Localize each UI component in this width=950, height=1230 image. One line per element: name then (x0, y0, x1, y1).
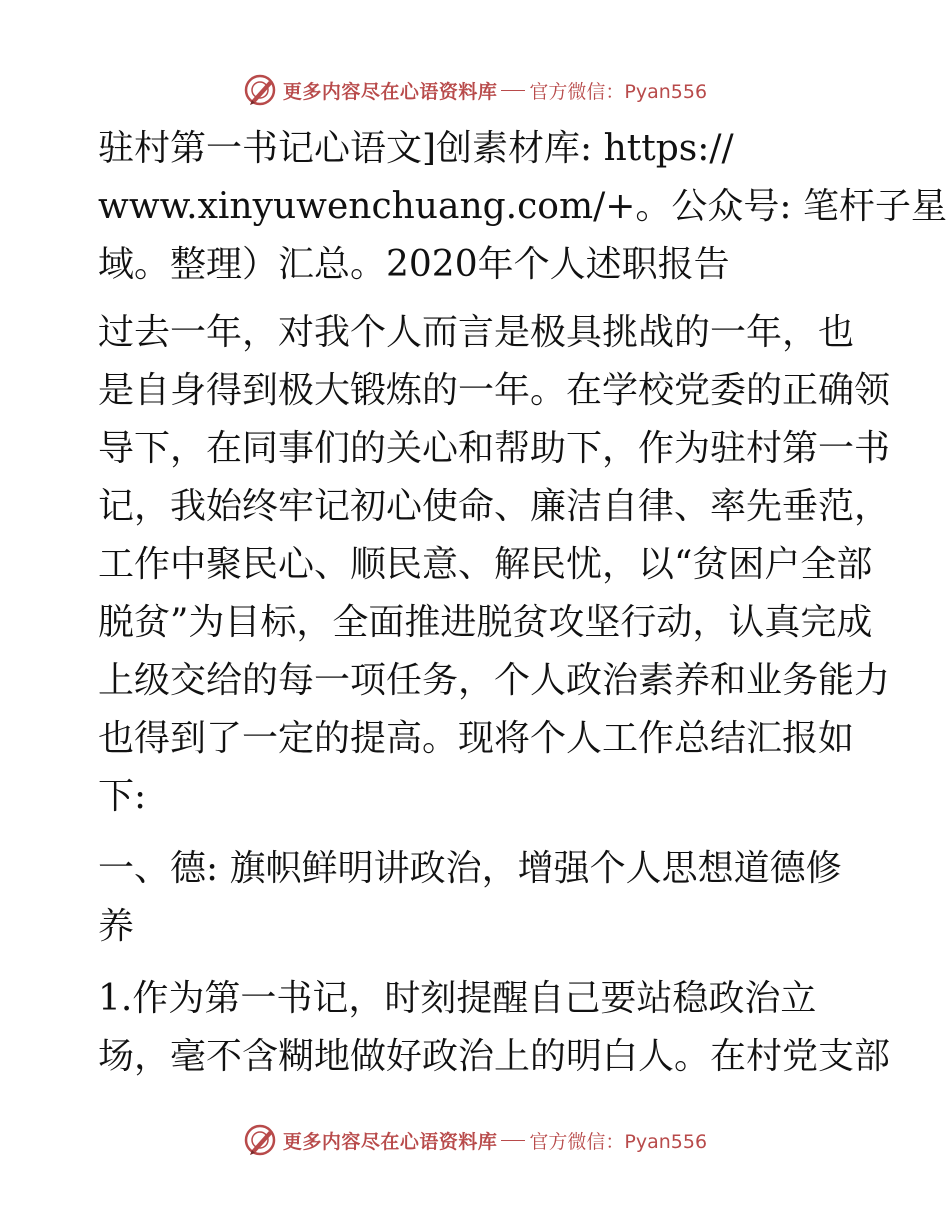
text-line: 域。整理）汇总。2020年个人述职报告 (98, 244, 730, 285)
text-line: 1.作为第一书记，时刻提醒自己要站稳政治立 (98, 978, 817, 1019)
pen-logo-icon (243, 1123, 277, 1157)
banner-contact-text: 官方微信：Pyan556 (529, 1130, 708, 1153)
banner-brand-text: 更多内容尽在心语资料库 (282, 1130, 498, 1153)
text-line: 上级交给的每一项任务，个人政治素养和业务能力 (98, 660, 891, 701)
banner-brand-text: 更多内容尽在心语资料库 (282, 80, 498, 103)
header-banner (0, 70, 950, 110)
banner-divider (501, 90, 525, 91)
text-line: www.xinyuwenchuang.com/+。公众号: 笔杆子星 (98, 186, 947, 227)
paragraph-title (98, 120, 947, 294)
text-line: 是自身得到极大锻炼的一年。在学校党委的正确领 (98, 370, 891, 411)
text-line: 养 (98, 906, 135, 947)
banner-contact-text: 官方微信：Pyan556 (529, 80, 708, 103)
text-line: 一、德: 旗帜鲜明讲政治，增强个人思想道德修 (98, 848, 842, 889)
document-body (98, 120, 947, 1100)
text-line: 脱贫”为目标，全面推进脱贫攻坚行动，认真完成 (98, 602, 873, 643)
footer-banner (0, 1120, 950, 1160)
text-line: 下: (98, 776, 147, 817)
text-line: 过去一年，对我个人而言是极具挑战的一年，也 (98, 312, 855, 353)
text-line: 导下，在同事们的关心和帮助下，作为驻村第一书 (98, 428, 891, 469)
text-line: 驻村第一书记心语文]创素材库: https:// (98, 128, 734, 169)
section-heading (98, 840, 858, 956)
paragraph-intro (98, 304, 891, 826)
text-line: 工作中聚民心、顺民意、解民忧，以“贫困户全部 (98, 544, 873, 585)
banner-divider (501, 1140, 525, 1141)
pen-logo-icon (243, 73, 277, 107)
text-line: 也得到了一定的提高。现将个人工作总结汇报如 (98, 718, 855, 759)
paragraph-item-1 (98, 970, 891, 1086)
text-line: 场，毫不含糊地做好政治上的明白人。在村党支部 (98, 1036, 891, 1077)
text-line: 记，我始终牢记初心使命、廉洁自律、率先垂范， (98, 486, 891, 527)
